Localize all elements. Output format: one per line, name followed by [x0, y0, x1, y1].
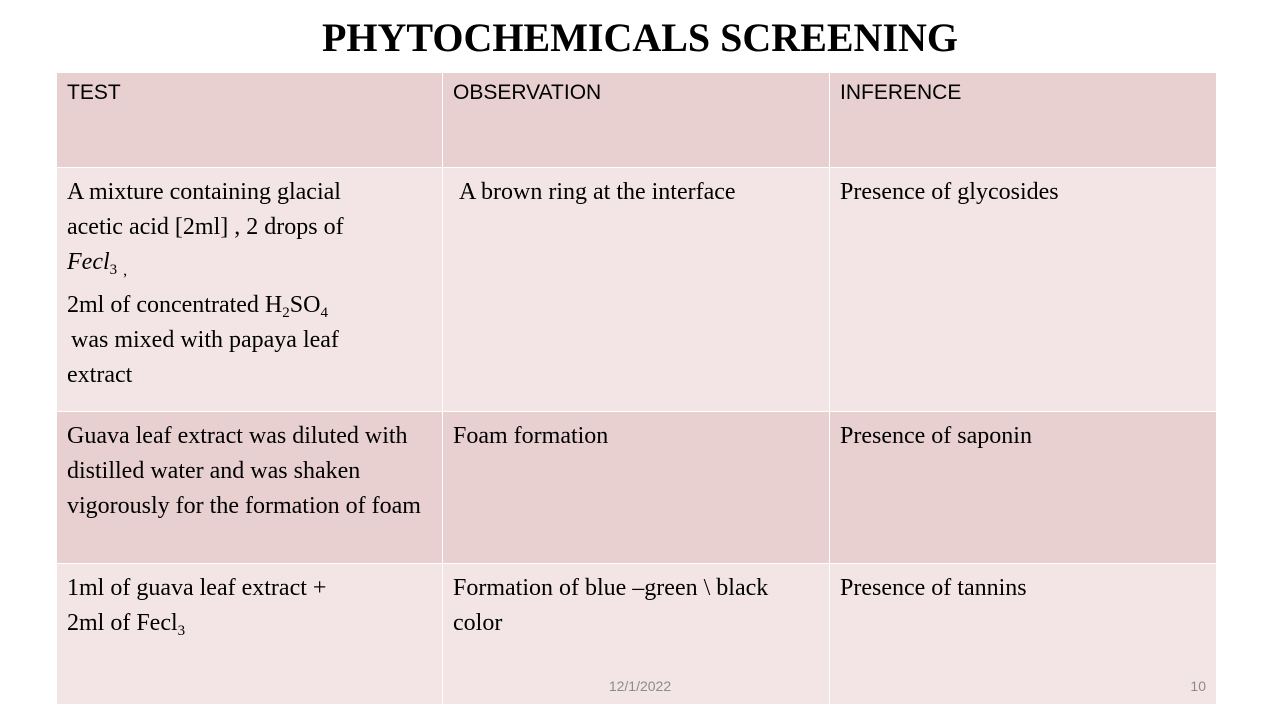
header-inference: INFERENCE [830, 73, 1217, 168]
test-line [67, 288, 432, 323]
inference-cell: Presence of saponin [830, 412, 1217, 564]
table-row [57, 412, 1217, 564]
table-row [57, 168, 1217, 412]
test-formula-line [67, 245, 432, 288]
footer-date: 12/1/2022 [608, 678, 672, 694]
header-observation: OBSERVATION [443, 73, 830, 168]
observation-cell: Formation of blue –green \ black color [443, 564, 830, 705]
h2so4-prefix: 2ml of concentrated H [67, 292, 283, 318]
test-cell: Guava leaf extract was diluted with distilled water and was shaken vigorously for the formation of foam [57, 412, 443, 564]
test-line: 1ml of guava leaf extract + [67, 575, 327, 601]
test-line: extract [67, 362, 133, 388]
fecl3-prefix: 2ml of Fecl [67, 610, 178, 636]
slide-title: PHYTOCHEMICALS SCREENING [321, 15, 959, 60]
h2so4-sub-2: 2 [282, 305, 290, 321]
inference-cell: Presence of glycosides [830, 168, 1217, 412]
observation-cell: A brown ring at the interface [443, 168, 830, 412]
header-test: TEST [57, 73, 443, 168]
formula-base: Fecl [67, 249, 110, 275]
test-line: A mixture containing glacial [67, 179, 341, 205]
h2so4-sub-4: 4 [320, 305, 328, 321]
formula-subscript: 3 [109, 262, 118, 278]
fecl3-subscript: 3 [177, 623, 186, 639]
test-line [67, 606, 432, 641]
phytochemical-table [56, 72, 1217, 705]
test-line: acetic acid [2ml] , 2 drops of [67, 214, 344, 240]
inference-cell: Presence of tannins [830, 564, 1217, 705]
observation-cell: Foam formation [443, 412, 830, 564]
test-cell [57, 168, 443, 412]
formula-comma: , [123, 262, 128, 279]
table-header-row [57, 73, 1217, 168]
h2so4-mid: SO [289, 292, 321, 318]
page-number: 10 [1190, 678, 1206, 694]
test-line: was mixed with papaya leaf [71, 327, 339, 353]
